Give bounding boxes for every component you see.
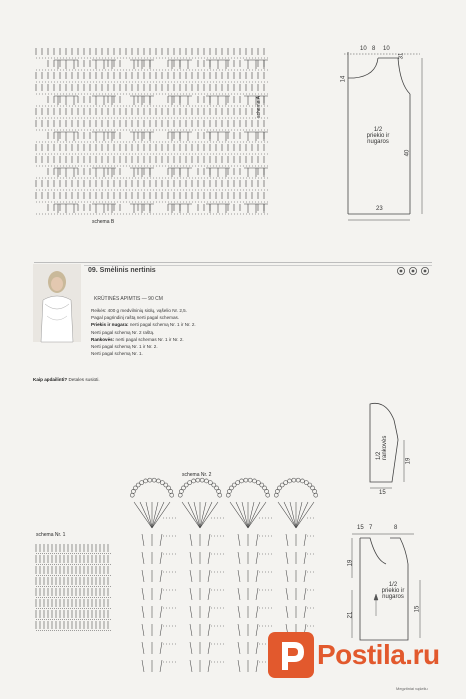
- piece-label-top: [363, 127, 393, 145]
- article-body: [91, 307, 431, 357]
- bottom-piece-label-line: 1/2: [388, 582, 398, 588]
- schema-b-label: schema B: [92, 219, 115, 225]
- watermark-text: Postila.ru: [317, 639, 440, 670]
- sleeve-dim-19: 19: [405, 457, 412, 465]
- article-line: Nerti pagal schemą Nr. 2 raštą.: [91, 329, 155, 335]
- schema-2-label: schema Nr. 2: [182, 472, 212, 478]
- piece-label-line: nugaros: [367, 139, 389, 145]
- article-title: 09. Smėlinis nertinis: [88, 267, 156, 274]
- article-line: Priekis ir nugara: nerti pagal schemą Nr. 1 ir Nr. 2.: [91, 322, 196, 328]
- piece-label-line: priekio ir: [366, 133, 390, 139]
- dim-31: 31: [398, 52, 405, 60]
- bottom-piece-label-line: nugaros: [382, 594, 404, 600]
- bottom-dim-8: 8: [394, 525, 398, 531]
- title-rule: [84, 265, 432, 266]
- bottom-dim-15b: 15: [414, 605, 421, 613]
- schema-1-label: schema Nr. 1: [36, 532, 66, 538]
- model-photo: [33, 264, 81, 342]
- bottom-dim-7: 7: [369, 525, 373, 531]
- difficulty-icons: [396, 266, 436, 276]
- bottom-dim-15: 15: [357, 525, 364, 531]
- bottom-dim-21: 21: [347, 611, 354, 619]
- page-footer: Megztiniai vąšeliu: [396, 686, 428, 691]
- article-line: Rankovės: nerti pagal schemas Nr. 1 ir Nr. 2.: [91, 336, 184, 342]
- sleeve-label: [376, 436, 388, 460]
- watermark: [268, 632, 440, 678]
- crochet-chart-top: [34, 44, 270, 216]
- watermark-logo-icon: [268, 632, 314, 678]
- sleeve-dim-15: 15: [379, 490, 386, 496]
- sleeve-label-line: 1/2: [376, 451, 382, 460]
- article-line: Nerti pagal schemą Nr. 1.: [91, 351, 143, 357]
- size-line: KRŪTINĖS APIMTIS — 90 CM: [94, 296, 163, 302]
- bottom-dim-19: 19: [347, 559, 354, 567]
- dim-8: 8: [372, 46, 376, 52]
- article-line: Reikės: 400 g medvilninių siūlų, vąšelio Nr. 2,5.: [91, 308, 188, 313]
- section-divider: [34, 262, 432, 263]
- sleeve-label-line: rankovės: [382, 435, 388, 460]
- bottom-piece-label-line: priekio ir: [381, 588, 405, 594]
- bottom-piece-label: [378, 582, 408, 600]
- dim-40: 40: [404, 149, 411, 157]
- dim-10-right: 10: [383, 46, 390, 52]
- piece-label-line: 1/2: [373, 127, 383, 133]
- dim-23: 23: [376, 206, 383, 212]
- article-line: Pagal pagrindinį raštą nerti pagal schemas.: [91, 315, 180, 321]
- article-finishing-line: Kaip apdailinti? Detales susiūti.: [33, 377, 100, 382]
- article-line: Nerti pagal schemą Nr. 1 ir Nr. 2.: [91, 344, 158, 350]
- dim-14: 14: [340, 75, 347, 83]
- dim-10-left: 10: [360, 46, 367, 52]
- schema-a-label: schema A: [256, 96, 262, 118]
- crochet-chart-schema-1: [34, 542, 114, 638]
